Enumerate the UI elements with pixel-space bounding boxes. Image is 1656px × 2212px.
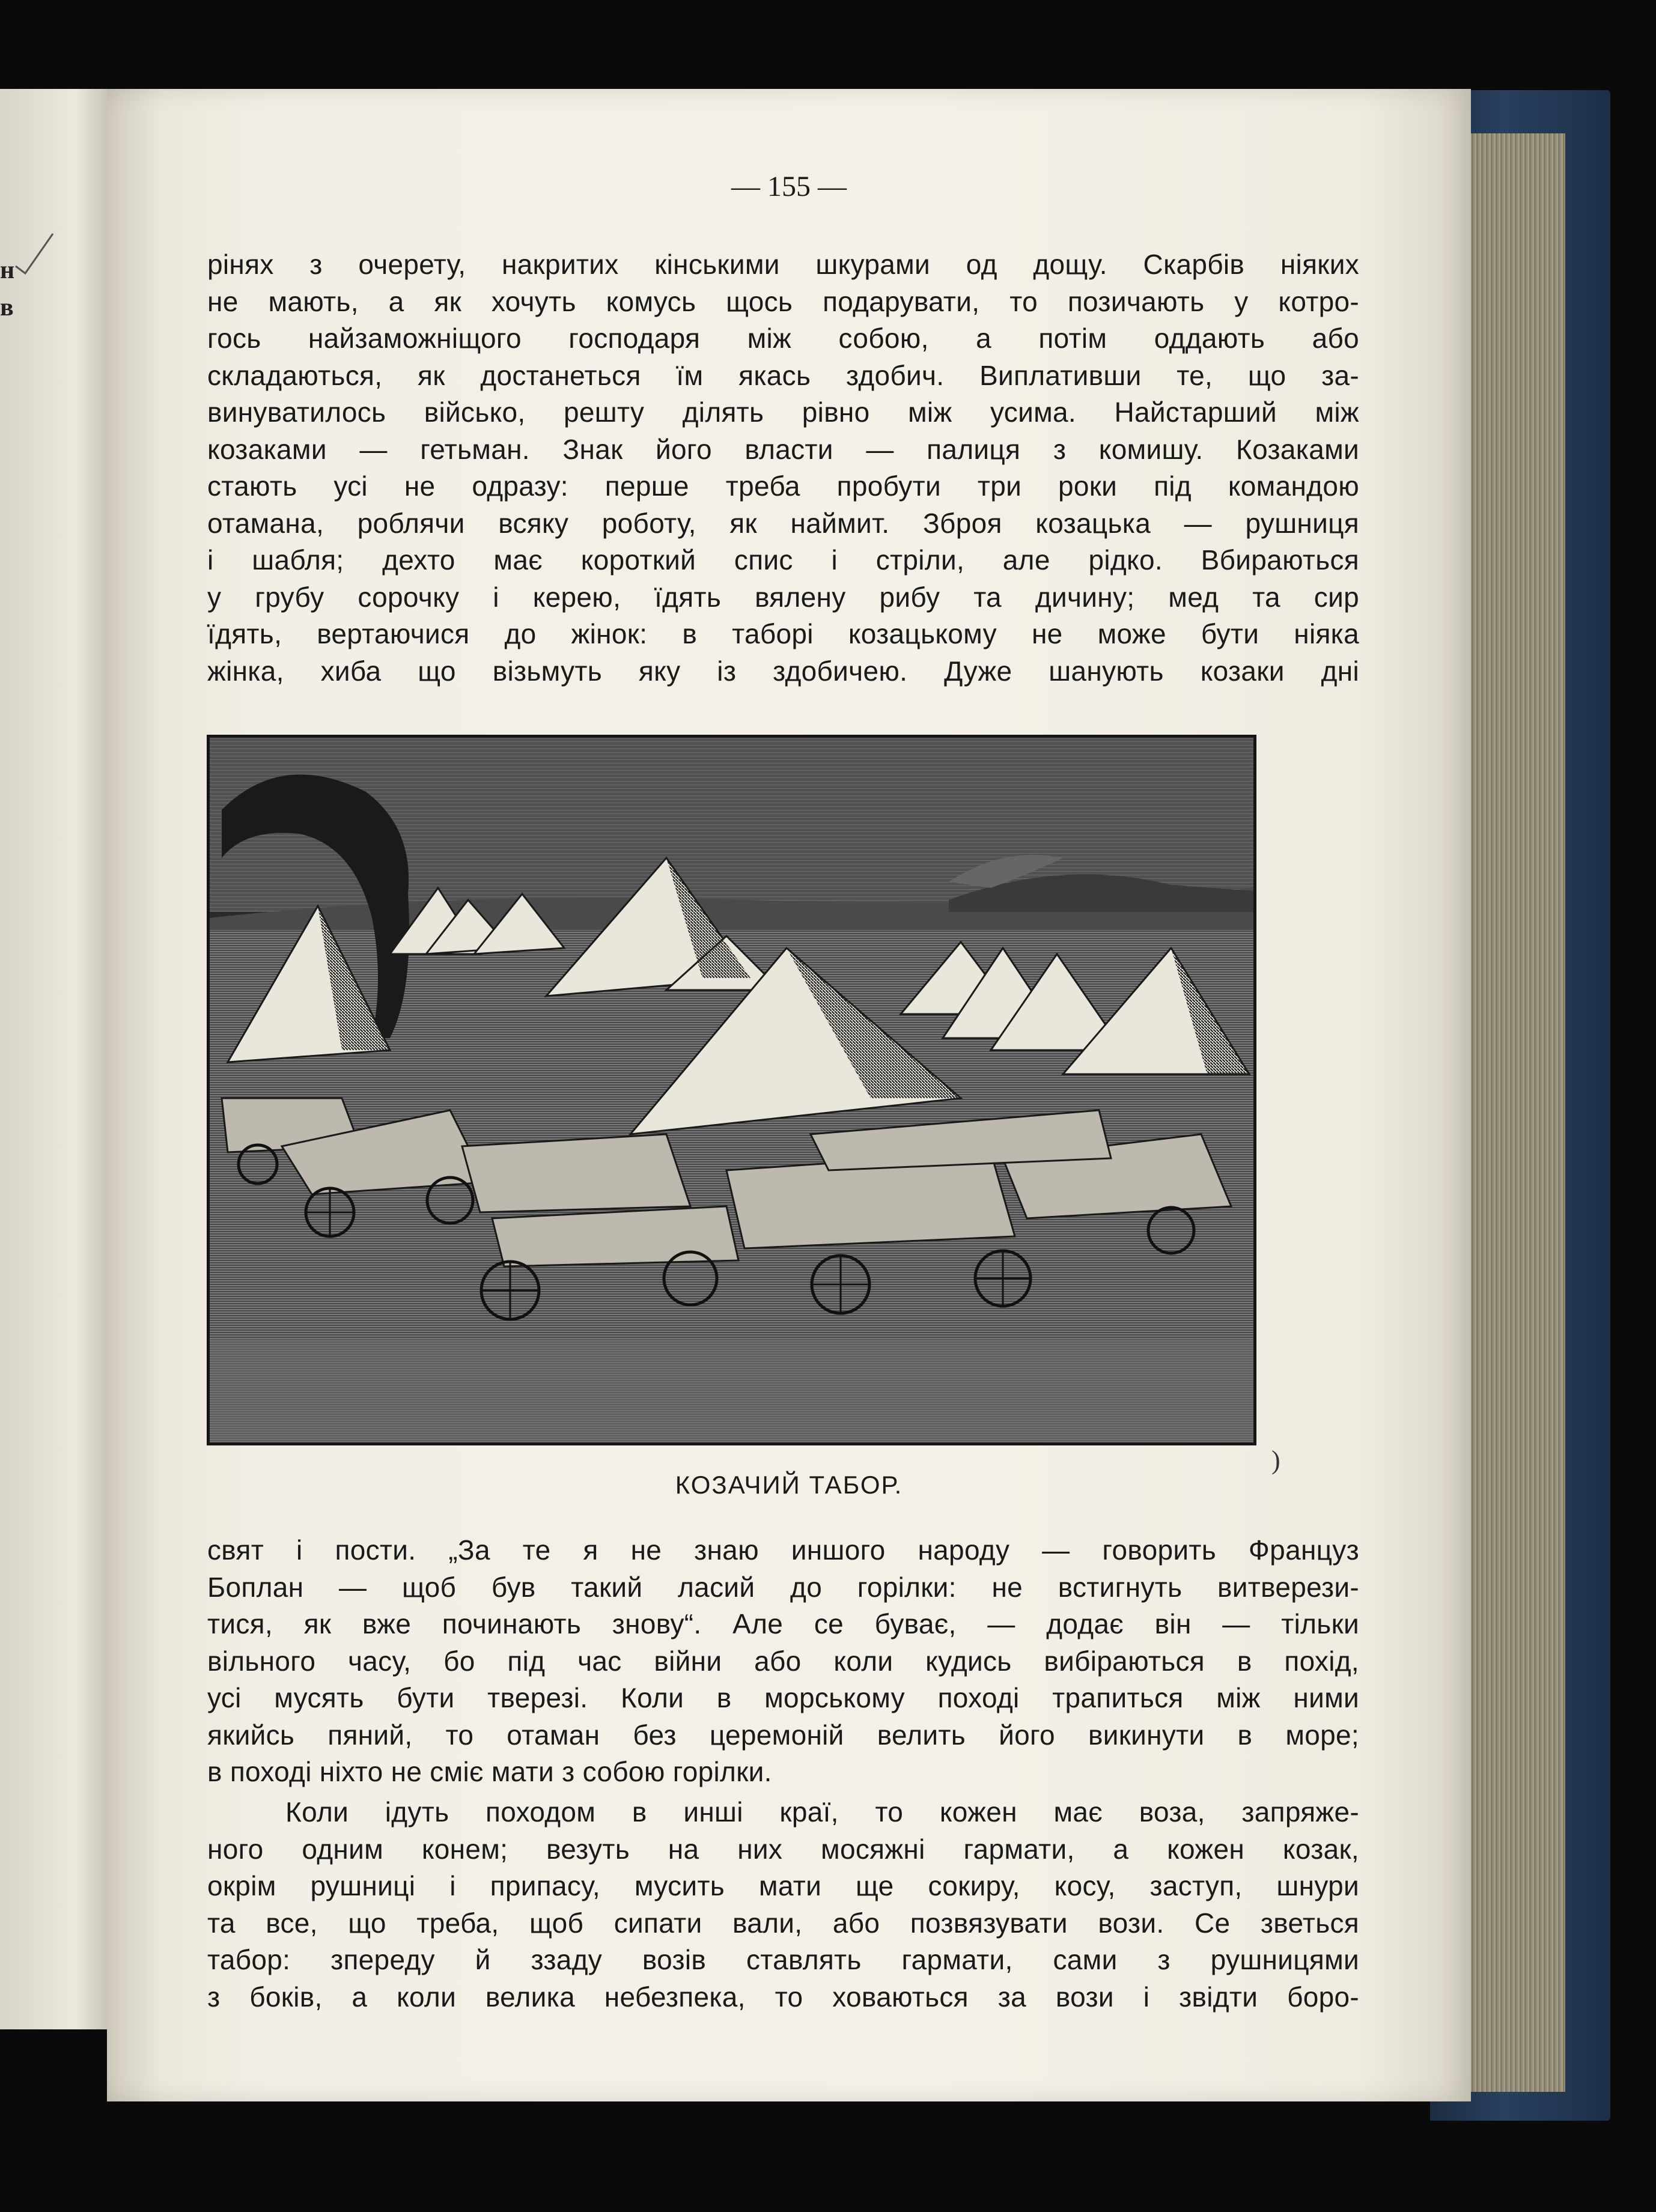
text-line: якийсь пяний, то отаман без церемоній велить його викинути в море; bbox=[207, 1719, 1359, 1751]
text-line: в поході ніхто не сміє мати з собою горілки. bbox=[207, 1756, 772, 1787]
text-line: винуватилось військо, решту ділять рівно між усима. Найстарший між bbox=[207, 397, 1359, 428]
text-line: гось найзаможніщого господаря між собою, а потім оддають або bbox=[207, 323, 1359, 354]
page-edges bbox=[1469, 133, 1565, 2092]
margin-mark: ) bbox=[1271, 1445, 1280, 1475]
text-line: жінка, хиба що візьмуть яку із здобичею. Дуже шанують козаки дні bbox=[207, 655, 1359, 687]
paragraph-middle bbox=[207, 1532, 1359, 1791]
text-line: тися, як вже починають знову“. Але се буває, — додає він — тільки bbox=[207, 1608, 1359, 1639]
text-line: Коли ідуть походом в инші краї, то кожен має воза, запряже- bbox=[285, 1796, 1359, 1828]
text-line: стають усі не одразу: перше треба пробути три роки під командою bbox=[207, 470, 1359, 502]
text-line: Боплан — щоб був такий ласий до горілки: не встигнуть витверези- bbox=[207, 1571, 1359, 1603]
left-page-fragment: н bbox=[0, 257, 15, 284]
engraving-cossack-camp bbox=[207, 735, 1256, 1445]
illustration-caption: КОЗАЧИЙ ТАБОР. bbox=[675, 1471, 903, 1499]
text-line: отамана, роблячи всяку роботу, як наймит. Зброя козацька — рушниця bbox=[207, 507, 1359, 539]
text-line: козаками — гетьман. Знак його власти — палиця з комишу. Козаками bbox=[207, 433, 1359, 465]
text-line: ного одним конем; везуть на них мосяжні гармати, а кожен козак, bbox=[207, 1833, 1359, 1865]
text-line: та все, що треба, щоб сипати вали, або позвязувати вози. Се зветься bbox=[207, 1907, 1359, 1939]
text-line: складаються, як достанеться їм якась здобич. Виплативши те, що за- bbox=[207, 359, 1359, 391]
text-line: і шабля; дехто має короткий спис і стріли, але рідко. Вбираються bbox=[207, 544, 1359, 576]
page-number: — 155 — bbox=[731, 171, 847, 202]
text-line: рінях з очерету, накритих кінськими шкурами од дощу. Скарбів ніяких bbox=[207, 249, 1359, 280]
paragraph-bottom bbox=[207, 1794, 1359, 2016]
text-line: вільного часу, бо під час війни або коли кудись вибіраються в похід, bbox=[207, 1645, 1359, 1677]
text-line: табор: зпереду й ззаду возів ставлять гармати, сами з рушницями bbox=[207, 1944, 1359, 1975]
text-line: з боків, а коли велика небезпека, то ховаються за вози і звідти боро- bbox=[207, 1981, 1359, 2013]
text-line: усі мусять бути тверезі. Коли в морському поході трапиться між ними bbox=[207, 1682, 1359, 1713]
text-line: їдять, вертаючися до жінок: в таборі козацькому не може бути ніяка bbox=[207, 618, 1359, 649]
text-line: у грубу сорочку і керею, їдять вялену рибу та дичину; мед та сир bbox=[207, 581, 1359, 613]
text-line: не мають, а як хочуть комусь щось подарувати, то позичають у котро- bbox=[207, 285, 1359, 317]
text-line: свят і пости. „За те я не знаю иншого народу — говорить Француз bbox=[207, 1534, 1359, 1566]
paragraph-top bbox=[207, 246, 1359, 690]
left-page-fragment: в bbox=[0, 294, 14, 321]
book-page bbox=[107, 89, 1471, 2101]
text-line: окрім рушниці і припасу, мусить мати ще сокиру, косу, заступ, шнури bbox=[207, 1870, 1359, 1901]
cossack-camp-illustration bbox=[210, 738, 1253, 1442]
left-page bbox=[0, 89, 107, 2029]
checkmark-icon bbox=[13, 230, 55, 278]
